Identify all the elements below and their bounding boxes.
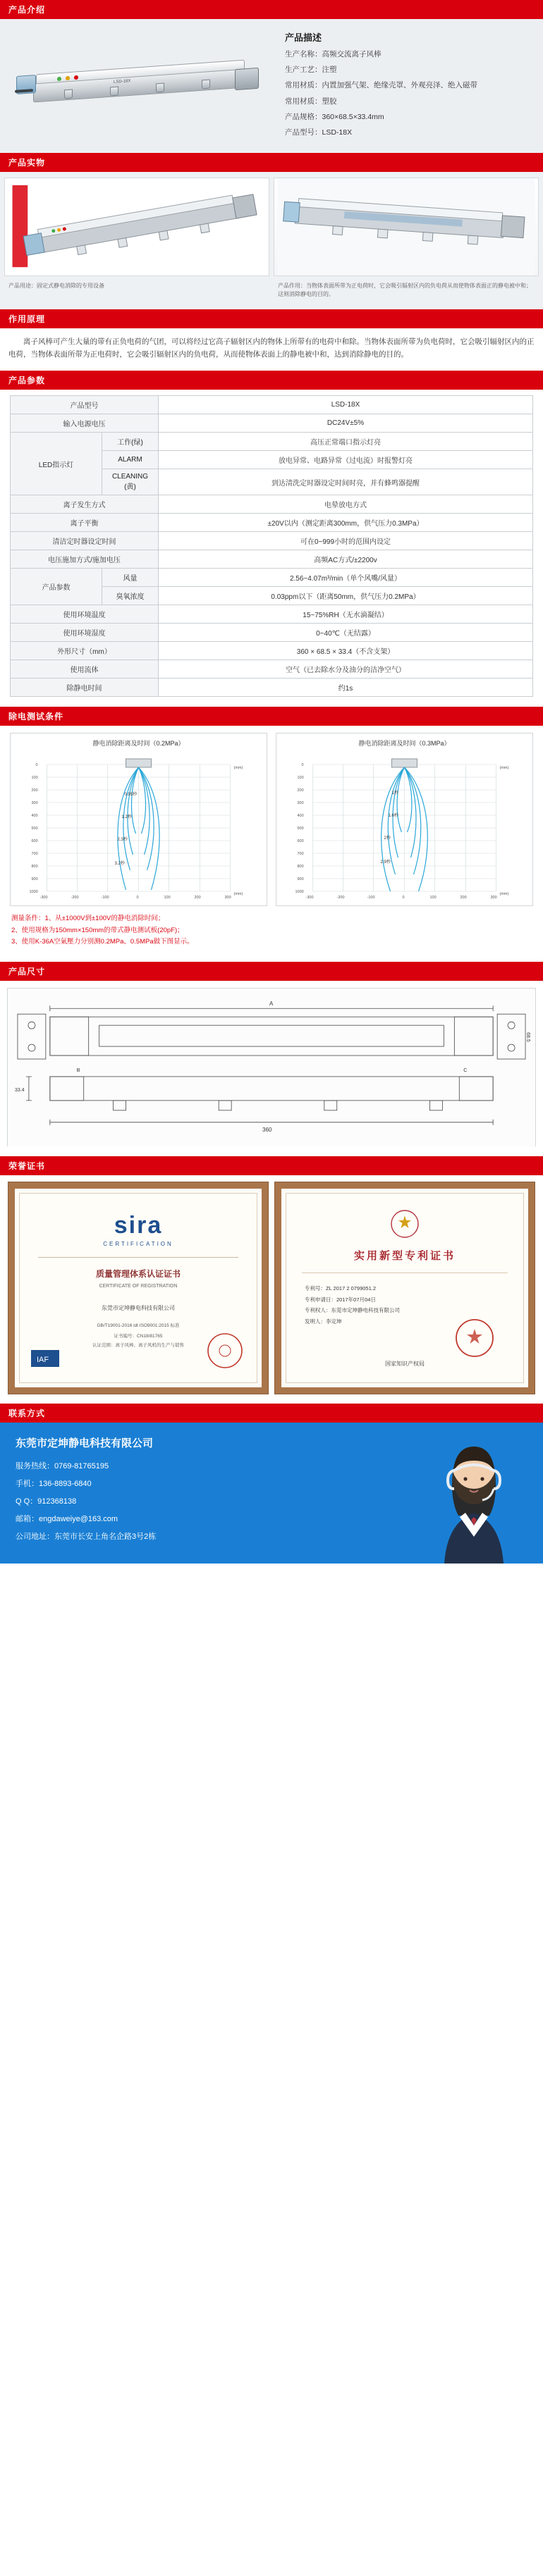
chart-1-ylabel: (mm) xyxy=(499,766,509,771)
svg-text:200: 200 xyxy=(194,896,201,900)
svg-text:0: 0 xyxy=(402,896,405,900)
svg-text:(mm): (mm) xyxy=(233,892,243,897)
device-nozzle xyxy=(156,83,164,93)
spec-table xyxy=(10,395,533,697)
table-row xyxy=(11,660,533,679)
svg-text:-100: -100 xyxy=(101,896,109,900)
spec-value: DC24V±5% xyxy=(159,414,533,433)
spec-subkey: ALARM xyxy=(102,451,159,469)
spec-key: 输入电源电压 xyxy=(11,414,159,433)
dim-label-c: C xyxy=(463,1067,468,1073)
spec-value: 15~75%RH（无水滴凝结） xyxy=(159,605,533,624)
section-header-dimensions: 产品尺寸 xyxy=(0,962,543,981)
svg-text:800: 800 xyxy=(297,865,304,869)
cert-right-title: 实用新型专利证书 xyxy=(353,1249,456,1262)
cert-right-line-3: 发明人：李定坤 xyxy=(305,1318,342,1325)
dim-label-b: B xyxy=(76,1067,80,1073)
spec-key: 产品参数 xyxy=(11,569,102,605)
svg-text:0: 0 xyxy=(136,896,139,900)
svg-text:900: 900 xyxy=(31,877,38,882)
ion-bar-illustration xyxy=(15,58,269,111)
spec-key: 离子发生方式 xyxy=(11,495,159,514)
table-row xyxy=(11,495,533,514)
spec-key: 清洁定时器设定时间 xyxy=(11,532,159,550)
svg-text:500: 500 xyxy=(31,826,38,831)
spec-value: 空气（已去除水分及油分的洁净空气） xyxy=(159,660,533,679)
certificate-iso9001 xyxy=(8,1182,268,1394)
table-row xyxy=(11,396,533,414)
chart-02mpa xyxy=(10,733,267,906)
intro-text-block xyxy=(279,26,535,143)
charts-row xyxy=(10,733,533,906)
device-nozzle xyxy=(110,87,118,97)
intro-line-3: 产品规格：360×68.5×33.4mm xyxy=(285,112,384,121)
certificates-row xyxy=(0,1175,543,1404)
section-header-intro: 产品介绍 xyxy=(0,0,543,19)
svg-text:200: 200 xyxy=(31,788,38,793)
cert-left-line-3: 证书编号：CN18/81765 xyxy=(114,1333,163,1339)
national-emblem-icon xyxy=(390,1209,420,1239)
spec-key: 除静电时间 xyxy=(11,679,159,697)
chart-0-annotation-0: 0.95秒 xyxy=(124,793,138,798)
photo-right-svg xyxy=(274,178,538,275)
dimensions-wrap xyxy=(0,981,543,1156)
svg-text:200: 200 xyxy=(297,788,304,793)
intro-line-1: 生产工艺：注塑 xyxy=(285,66,337,75)
chart-title-1: 静电消除距离及时间（0.3MPa） xyxy=(358,740,451,748)
table-row xyxy=(11,550,533,569)
svg-text:600: 600 xyxy=(31,839,38,844)
cert-left-line-0: CERTIFICATE OF REGISTRATION xyxy=(99,1283,178,1289)
charts-wrap xyxy=(0,726,543,961)
spec-key: 使用环境温度 xyxy=(11,605,159,624)
svg-text:IAF: IAF xyxy=(37,1355,49,1364)
spec-subkey: 风量 xyxy=(102,569,159,587)
spec-value: 放电异常、电路异常（过电流）时报警灯亮 xyxy=(159,451,533,469)
dim-label-685: 68.5 xyxy=(525,1032,531,1042)
table-row xyxy=(11,679,533,697)
svg-text:-300: -300 xyxy=(39,896,48,900)
svg-text:-100: -100 xyxy=(367,896,375,900)
section-header-photos: 产品实物 xyxy=(0,153,543,172)
chart-0-annotation-1: 1.2秒 xyxy=(121,815,132,820)
principle-paragraph: 离子风棒可产生大量的带有正负电荷的气团，可以将经过它高子辐射区内的物体上所带有的电荷中和除。当物体表面所带为负电荷时，它会吸引辐射区内的正电荷，当物体表面所带为正电荷时，它会吸引辐射区内的负电荷，从而使物体表面上的静电被中和，达到消除静电的目的。 xyxy=(0,328,543,371)
table-row xyxy=(11,642,533,660)
spec-key: 使用环境湿度 xyxy=(11,624,159,642)
chart-1-annotation-2: 2秒 xyxy=(384,836,391,841)
svg-text:100: 100 xyxy=(31,776,38,781)
spec-key: 电压施加方式/施加电压 xyxy=(11,550,159,569)
spec-value: 电晕放电方式 xyxy=(159,495,533,514)
svg-text:1000: 1000 xyxy=(295,890,304,895)
test-note-line-1: 测量条件：1、从±1000V到±100V的静电消除时间； xyxy=(11,915,165,923)
spec-value: 高压正常端口指示灯亮 xyxy=(159,433,533,451)
certificate-patent xyxy=(275,1182,535,1394)
table-row xyxy=(11,624,533,642)
svg-text:900: 900 xyxy=(297,877,304,882)
svg-text:300: 300 xyxy=(490,896,497,900)
spec-key: 外形尺寸（mm） xyxy=(11,642,159,660)
spec-value: 2.56~4.07m³/min（单个风嘴/风量） xyxy=(159,569,533,587)
dimensions-svg xyxy=(8,989,535,1147)
svg-text:1000: 1000 xyxy=(29,890,38,895)
section-header-contact: 联系方式 xyxy=(0,1404,543,1423)
photo-card-left xyxy=(4,178,269,276)
table-row xyxy=(11,605,533,624)
intro-section xyxy=(0,19,543,153)
photo-caption-right: 产品作用：当物体表面所带为正电荷时，它会吸引辐射区内的负电荷从而使物体表面正的静电被中和；这则消除静电的目的。 xyxy=(278,283,532,297)
patent-stamp-icon xyxy=(454,1318,495,1358)
cert-left-line-2: GB/T19001-2016 idt ISO9001:2015 标准 xyxy=(97,1323,180,1328)
contact-hotline: 服务热线：0769-81765195 xyxy=(16,1461,109,1470)
cert-left-line-4: 认证范围：离子风棒、离子风机的生产与销售 xyxy=(92,1342,184,1348)
svg-text:300: 300 xyxy=(224,896,231,900)
contact-mobile: 手机：136-8893-6840 xyxy=(16,1479,92,1488)
spec-value: 0.03ppm以下（距离50mm，供气压力0.2MPa） xyxy=(159,587,533,605)
spec-value: 高频AC方式/±2200v xyxy=(159,550,533,569)
spec-key: 使用流体 xyxy=(11,660,159,679)
spec-key: 离子平衡 xyxy=(11,514,159,532)
chart-0-annotation-3: 3.2秒 xyxy=(114,862,125,867)
spec-key: 产品型号 xyxy=(11,396,159,414)
cert-left-sub: CERTIFICATION xyxy=(103,1240,173,1247)
cert-left-brand: sira xyxy=(114,1211,163,1239)
customer-service-avatar xyxy=(395,1430,543,1563)
spec-value: 0~40℃（无结露） xyxy=(159,624,533,642)
photo-card-right xyxy=(274,178,539,276)
spec-subkey: 臭氧浓度 xyxy=(102,587,159,605)
test-note xyxy=(10,906,533,957)
svg-text:700: 700 xyxy=(31,852,38,857)
certificate-patent-inner xyxy=(286,1193,524,1383)
section-header-params: 产品参数 xyxy=(0,371,543,390)
chart-1-annotation-3: 2.9秒 xyxy=(380,860,391,865)
chart-0-annotation-2: 2.3秒 xyxy=(117,838,128,843)
svg-text:400: 400 xyxy=(297,814,304,819)
section-header-certs: 荣誉证书 xyxy=(0,1156,543,1175)
svg-text:300: 300 xyxy=(31,801,38,806)
chart-03mpa xyxy=(276,733,533,906)
table-row xyxy=(11,569,533,587)
svg-text:700: 700 xyxy=(297,852,304,857)
intro-material-full: 常用材质：内置加强气架、绝缘壳罩、外观亮泽、绝入磁带 xyxy=(285,81,477,90)
cert-stamp-icon xyxy=(206,1332,244,1370)
svg-text:200: 200 xyxy=(460,896,467,900)
device-nozzle xyxy=(64,89,73,99)
chart-1-annotation-0: 1秒 xyxy=(391,791,398,796)
cert-left-line-1: 东莞市定坤静电科技有限公司 xyxy=(102,1304,175,1311)
table-row xyxy=(11,514,533,532)
spec-key: LED指示灯 xyxy=(11,433,102,495)
chart-0-svg xyxy=(13,750,264,902)
svg-text:600: 600 xyxy=(297,839,304,844)
chart-1-svg xyxy=(279,750,530,902)
iaf-logo-icon xyxy=(31,1350,59,1371)
dimensions-drawing xyxy=(7,988,536,1146)
svg-text:-300: -300 xyxy=(305,896,314,900)
contact-email: 邮箱：engdaweiye@163.com xyxy=(16,1514,118,1523)
dim-label-334: 33.4 xyxy=(14,1087,25,1093)
svg-text:100: 100 xyxy=(297,776,304,781)
spec-value: LSD-18X xyxy=(159,396,533,414)
cert-left-title: 质量管理体系认证证书 xyxy=(95,1268,181,1279)
svg-text:-200: -200 xyxy=(71,896,79,900)
cert-right-line-4: 国家知识产权局 xyxy=(385,1360,425,1367)
device-right-endcap xyxy=(235,68,259,90)
photo-caption-left: 产品用途：固定式静电消除的专用设备 xyxy=(8,283,104,290)
section-header-test: 除电测试条件 xyxy=(0,707,543,726)
svg-text:100: 100 xyxy=(429,896,437,900)
intro-title: 产品描述 xyxy=(285,32,322,43)
device-model-label: LSD-18X xyxy=(114,79,131,85)
certificate-iso9001-inner xyxy=(19,1193,257,1383)
test-note-line-3: 3、使用K-36A空氣壓力分别测0.2MPa、0.5MPa做下图显示。 xyxy=(11,937,194,946)
svg-text:0: 0 xyxy=(35,763,38,768)
table-row xyxy=(11,414,533,433)
company-name: 东莞市定坤静电科技有限公司 xyxy=(16,1437,154,1449)
spec-value: ±20V以内（测定距离300mm，供气压力0.3MPa） xyxy=(159,514,533,532)
contact-qq: Q Q：912368138 xyxy=(16,1497,77,1506)
photo-gallery xyxy=(0,172,543,279)
spec-subkey: 工作(绿) xyxy=(102,433,159,451)
svg-text:-200: -200 xyxy=(336,896,345,900)
cert-right-line-1: 专利申请日：2017年07月04日 xyxy=(305,1296,376,1303)
spec-value: 360 × 68.5 × 33.4（不含支架） xyxy=(159,642,533,660)
contact-section xyxy=(0,1423,543,1563)
svg-text:800: 800 xyxy=(31,865,38,869)
svg-text:(mm): (mm) xyxy=(499,892,509,897)
chart-0-ylabel: (mm) xyxy=(233,766,243,771)
spec-value: 约1s xyxy=(159,679,533,697)
photo-captions xyxy=(0,279,543,309)
intro-line-4: 产品型号：LSD-18X xyxy=(285,128,353,137)
spec-subkey: CLEANING (黄) xyxy=(102,469,159,495)
svg-text:100: 100 xyxy=(164,896,171,900)
intro-line-2: 常用材质：塑胶 xyxy=(285,97,337,106)
svg-text:500: 500 xyxy=(297,826,304,831)
table-row xyxy=(11,532,533,550)
spec-table-wrap xyxy=(0,390,543,707)
contact-address: 公司地址：东莞市长安上角名企路3号2栋 xyxy=(16,1532,157,1541)
photo-left-svg xyxy=(5,178,269,275)
cert-right-line-0: 专利号：ZL 2017 2 0799051.2 xyxy=(305,1284,377,1292)
svg-text:0: 0 xyxy=(301,763,304,768)
intro-product-image xyxy=(4,26,279,143)
spec-value: 到达清洗定时器设定时间时亮，并有蜂鸣器提醒 xyxy=(159,469,533,495)
svg-text:300: 300 xyxy=(297,801,304,806)
table-row xyxy=(11,433,533,451)
dim-label-a: A xyxy=(269,1001,274,1008)
cert-right-line-2: 专利权人：东莞市定坤静电科技有限公司 xyxy=(305,1307,400,1314)
test-note-line-2: 2、使用规格为150mm×150mm的带式静电测试板(20pF)； xyxy=(11,926,184,934)
device-nozzle xyxy=(202,80,210,89)
chart-title-0: 静电消除距离及时间（0.2MPa） xyxy=(92,740,185,748)
section-header-principle: 作用原理 xyxy=(0,309,543,328)
svg-text:400: 400 xyxy=(31,814,38,819)
dim-label-360: 360 xyxy=(262,1126,272,1133)
spec-value: 可在0~999小时的范围内设定 xyxy=(159,532,533,550)
chart-1-annotation-1: 1.6秒 xyxy=(388,814,398,819)
intro-line-0: 生产名称：高频交流离子风棒 xyxy=(285,50,382,58)
